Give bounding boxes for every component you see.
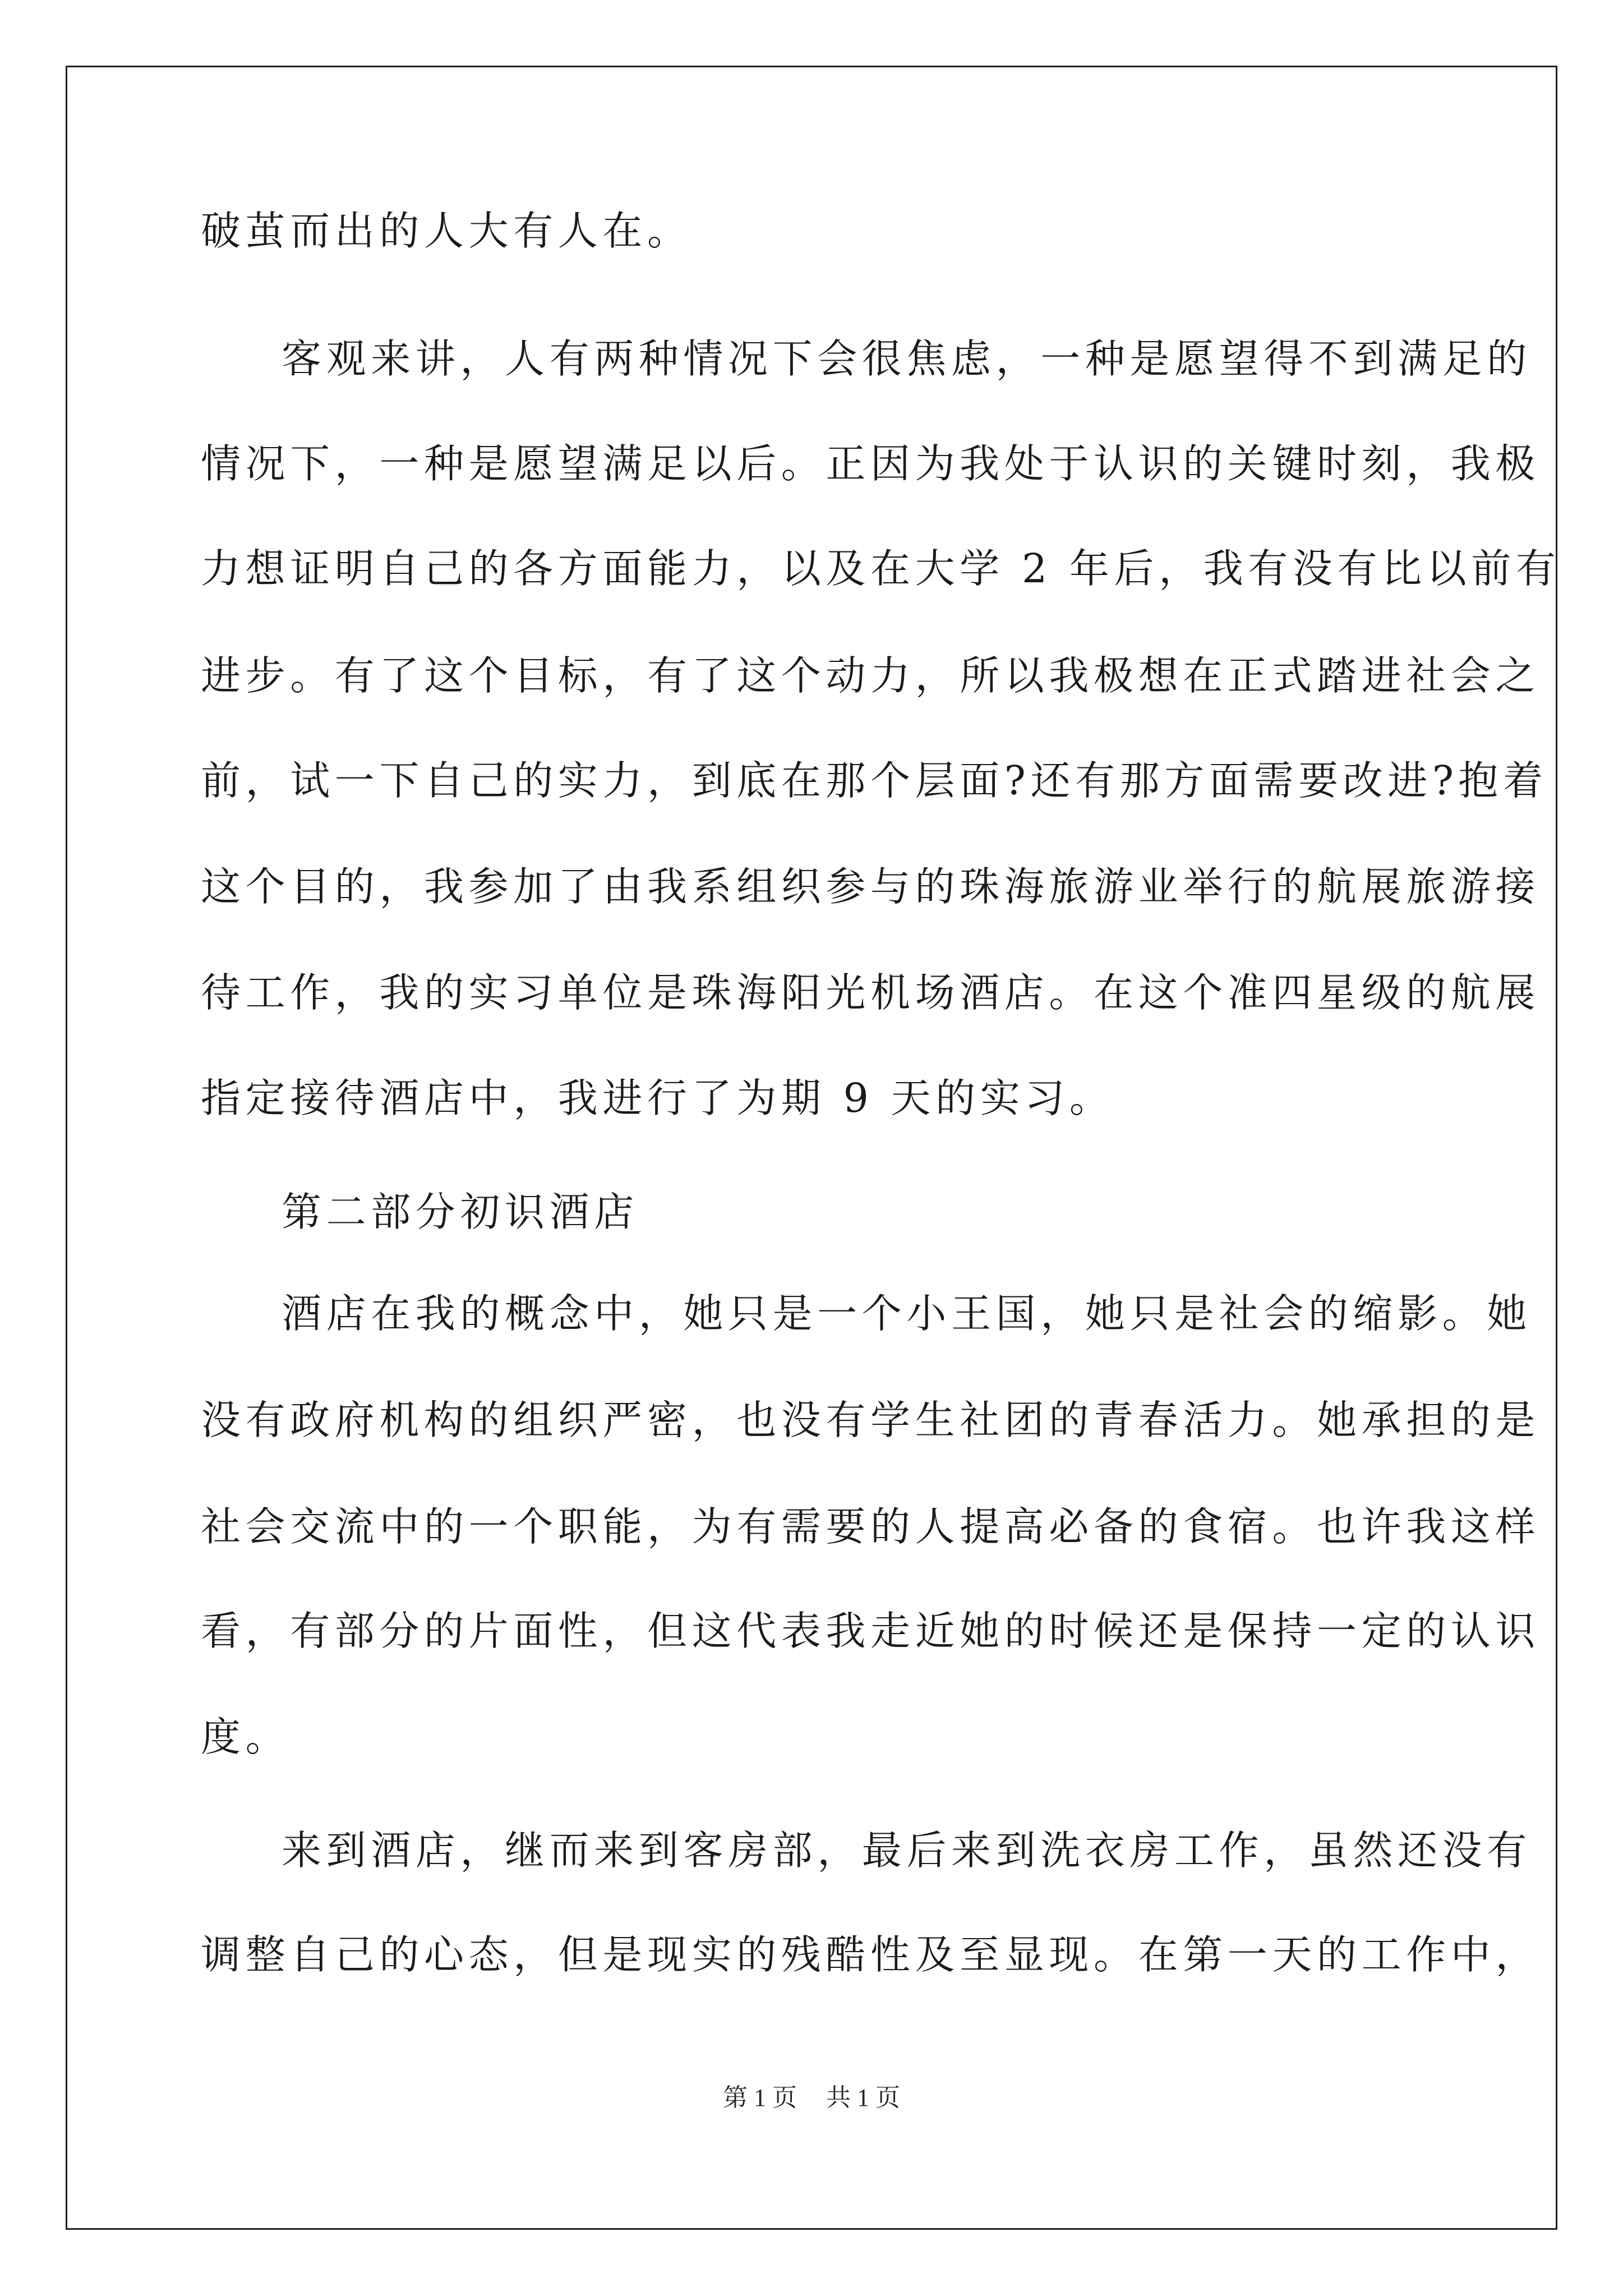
page-total: 共 1 页	[826, 2084, 900, 2111]
text-line: 调整自己的心态，但是现实的残酷性及至显现。在第一天的工作中，	[201, 1931, 1541, 1978]
text-line: 度。	[201, 1714, 291, 1760]
text-line: 没有政府机构的组织严密，也没有学生社团的青春活力。她承担的是	[201, 1397, 1541, 1443]
text-line: 指定接待酒店中，我进行了为期 9 天的实习。	[201, 1075, 1114, 1121]
page-border	[66, 66, 1557, 2230]
paragraph-first-line: 客观来讲，人有两种情况下会很焦虑，一种是愿望得不到满足的	[282, 335, 1532, 382]
text-line: 这个目的，我参加了由我系组织参与的珠海旅游业举行的航展旅游接	[201, 863, 1541, 910]
page-footer	[0, 2081, 1623, 2115]
text-line: 前，试一下自己的实力，到底在那个层面?还有那方面需要改进?抱着	[201, 757, 1548, 804]
section-heading: 第二部分初识酒店	[282, 1189, 639, 1235]
text-line: 社会交流中的一个职能，为有需要的人提高必备的食宿。也许我这样	[201, 1503, 1541, 1550]
text-line: 破茧而出的人大有人在。	[201, 208, 692, 254]
paragraph-first-line: 酒店在我的概念中，她只是一个小王国，她只是社会的缩影。她	[282, 1290, 1532, 1337]
text-line: 情况下，一种是愿望满足以后。正因为我处于认识的关键时刻，我极	[201, 440, 1541, 487]
text-line: 看，有部分的片面性，但这代表我走近她的时候还是保持一定的认识	[201, 1608, 1541, 1654]
paragraph-first-line: 来到酒店，继而来到客房部，最后来到洗衣房工作，虽然还没有	[282, 1827, 1532, 1874]
page-number: 第 1 页	[723, 2084, 797, 2111]
text-line: 力想证明自己的各方面能力，以及在大学 2 年后，我有没有比以前有	[201, 545, 1561, 592]
text-line: 待工作，我的实习单位是珠海阳光机场酒店。在这个准四星级的航展	[201, 969, 1541, 1016]
text-line: 进步。有了这个目标，有了这个动力，所以我极想在正式踏进社会之	[201, 652, 1541, 699]
